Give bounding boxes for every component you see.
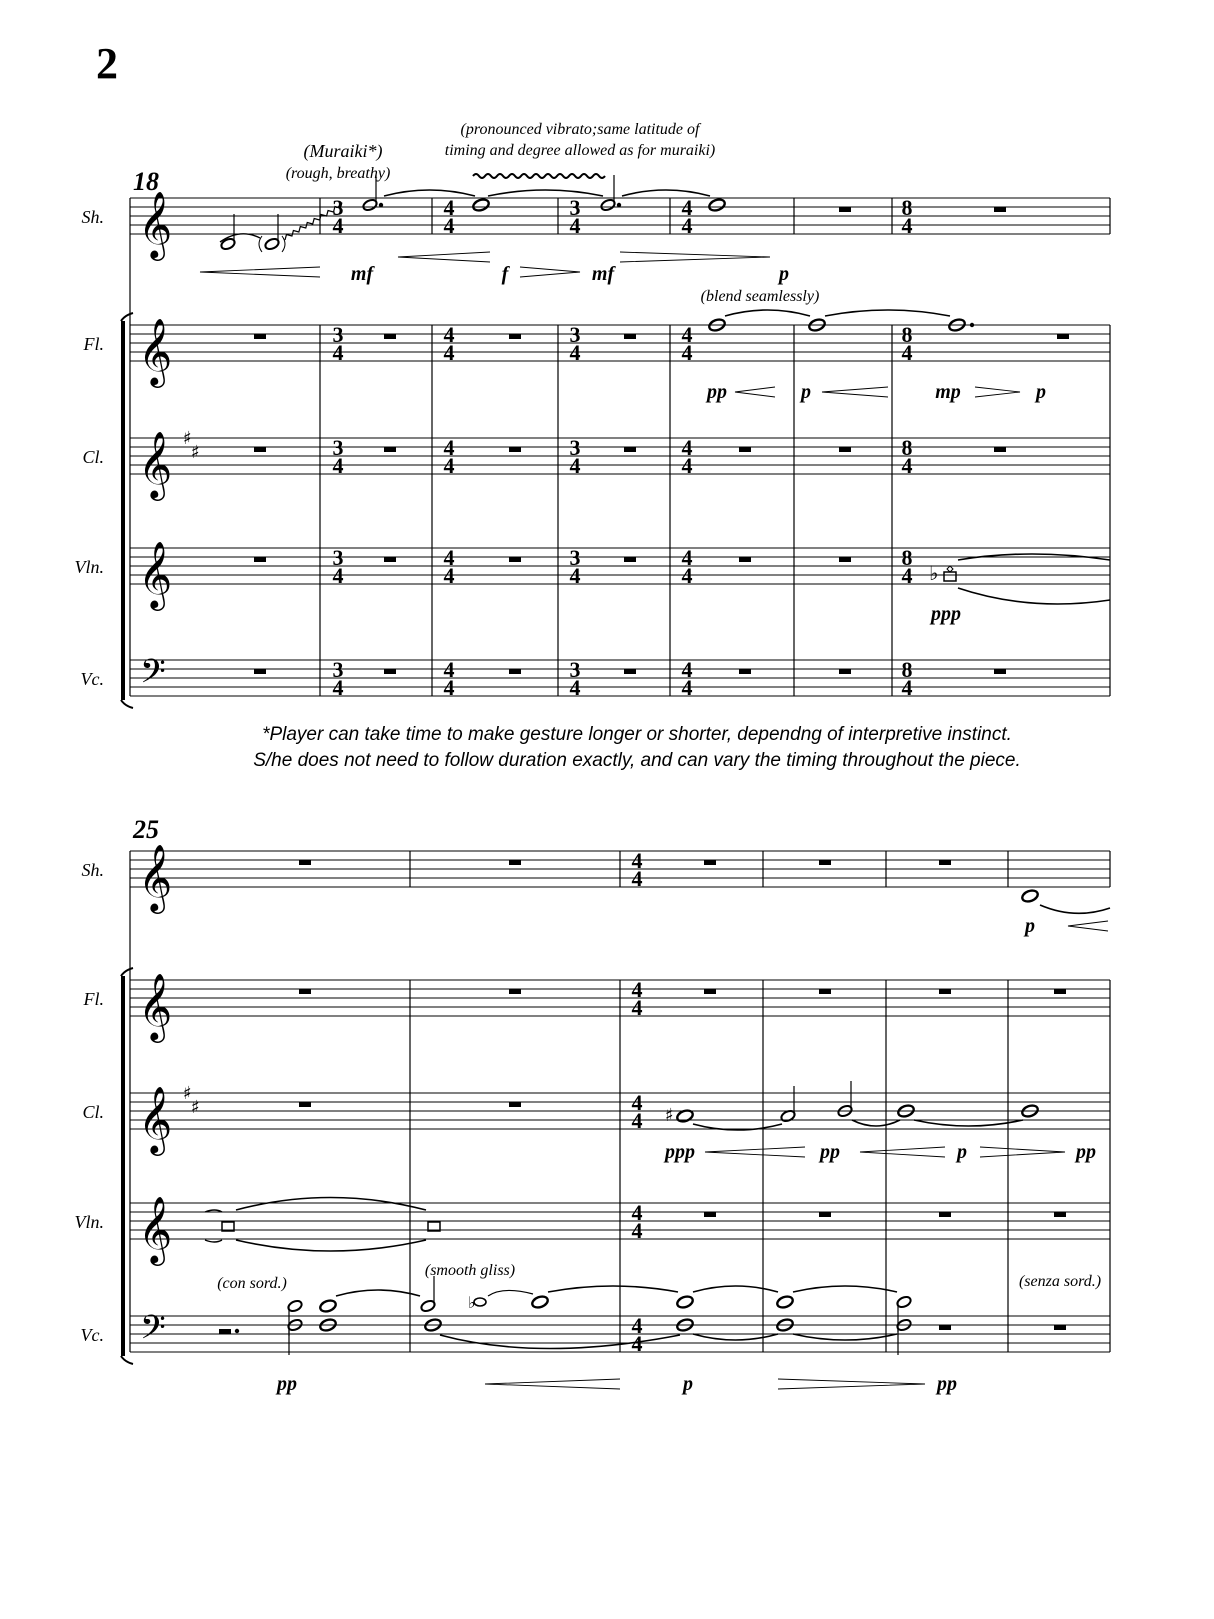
whole-rest	[819, 860, 831, 865]
decrescendo-hairpin	[980, 1147, 1065, 1157]
time-signature-denominator: 4	[443, 675, 455, 700]
time-signature-denominator: 4	[631, 1331, 643, 1356]
whole-rest	[939, 989, 951, 994]
treble-clef: 𝄞	[138, 843, 173, 911]
time-signature-numerator: 3	[332, 435, 344, 460]
measure-number: 18	[133, 167, 159, 196]
bracket-hook-bottom	[121, 700, 133, 708]
time-signature-denominator: 4	[681, 340, 693, 365]
treble-clef: 𝄞	[138, 1085, 173, 1153]
time-signature-numerator: 3	[569, 545, 581, 570]
time-signature-denominator: 4	[681, 563, 693, 588]
annotation-rough-breathy: (rough, breathy)	[285, 165, 391, 182]
dynamic-ppp: ppp	[931, 603, 961, 625]
time-signature-denominator: 4	[569, 563, 581, 588]
whole-note	[531, 1295, 549, 1310]
time-signature-denominator: 4	[631, 995, 643, 1020]
instrument-label-vc: Vc.	[80, 1325, 104, 1345]
system-2	[75, 815, 1111, 1395]
time-signature-numerator: 8	[901, 322, 913, 347]
tie-slur	[488, 190, 603, 196]
whole-rest	[994, 447, 1006, 452]
time-signature-numerator: 4	[631, 977, 643, 1002]
time-signature-numerator: 4	[443, 322, 455, 347]
harmonic-note	[944, 572, 956, 581]
page-number: 2	[96, 39, 118, 88]
augmentation-dot	[617, 203, 621, 207]
treble-clef: 𝄞	[138, 1195, 173, 1263]
time-signature-numerator: 4	[681, 657, 693, 682]
time-signature-denominator: 4	[332, 213, 344, 238]
tie-slur	[693, 1286, 778, 1292]
time-signature-numerator: 4	[681, 545, 693, 570]
annotation-vibrato-line1: (pronounced vibrato;same latitude of	[460, 121, 700, 138]
time-signature-numerator: 4	[681, 195, 693, 220]
whole-rest	[839, 557, 851, 562]
whole-rest	[624, 447, 636, 452]
whole-rest	[509, 334, 521, 339]
time-signature-denominator: 4	[901, 213, 913, 238]
whole-rest	[299, 1102, 311, 1107]
time-signature-numerator: 3	[569, 322, 581, 347]
dynamic-f: f	[501, 263, 509, 285]
vibrato-squiggle	[473, 174, 605, 178]
tie-slur	[336, 1290, 420, 1296]
treble-clef: 𝄞	[138, 317, 173, 385]
tie-slur	[914, 1120, 1023, 1126]
whole-rest	[509, 989, 521, 994]
whole-rest	[1054, 1212, 1066, 1217]
time-signature-numerator: 8	[901, 195, 913, 220]
instrument-label-cl: Cl.	[82, 1102, 104, 1122]
tie-slur	[205, 1240, 222, 1242]
time-signature-denominator: 4	[631, 1218, 643, 1243]
whole-note	[472, 198, 490, 213]
time-signature-numerator: 8	[901, 545, 913, 570]
whole-rest	[819, 1212, 831, 1217]
decrescendo-hairpin	[975, 387, 1020, 397]
crescendo-hairpin	[200, 267, 320, 277]
whole-rest	[254, 557, 266, 562]
instrument-label-sh: Sh.	[81, 207, 104, 227]
whole-rest	[939, 1212, 951, 1217]
system-1	[75, 121, 1111, 708]
time-signature-denominator: 4	[443, 563, 455, 588]
whole-note	[1021, 889, 1039, 904]
time-signature-denominator: 4	[901, 453, 913, 478]
tie-slur	[852, 1120, 900, 1126]
annotation-muraiki: (Muraiki*)	[303, 141, 383, 161]
dynamic-pp: pp	[937, 1373, 957, 1395]
instrument-label-cl: Cl.	[82, 447, 104, 467]
whole-rest	[939, 1325, 951, 1330]
time-signature-numerator: 4	[443, 657, 455, 682]
crescendo-hairpin	[860, 1147, 945, 1157]
whole-rest	[994, 207, 1006, 212]
crescendo-hairpin	[735, 387, 775, 397]
bracket-hook-top	[121, 313, 133, 321]
whole-rest	[624, 557, 636, 562]
whole-rest	[739, 447, 751, 452]
staff-fl	[130, 325, 1110, 361]
treble-clef: 𝄞	[138, 430, 173, 498]
tie-slur	[236, 1240, 426, 1251]
bracket-hook-top	[121, 968, 133, 976]
whole-rest	[704, 989, 716, 994]
time-signature-numerator: 3	[332, 195, 344, 220]
tie-slur	[1040, 905, 1110, 913]
time-signature-numerator: 4	[631, 1313, 643, 1338]
whole-rest	[384, 557, 396, 562]
whole-rest	[254, 447, 266, 452]
time-signature-denominator: 4	[332, 340, 344, 365]
decrescendo-hairpin	[778, 1379, 925, 1389]
whole-rest	[704, 1212, 716, 1217]
sharp-sign: ♯	[191, 442, 200, 463]
dynamic-pp: pp	[277, 1373, 297, 1395]
half-rest	[219, 1329, 231, 1334]
time-signature-denominator: 4	[569, 453, 581, 478]
whole-rest	[384, 669, 396, 674]
dynamic-pp: pp	[1076, 1141, 1096, 1163]
crescendo-hairpin	[1068, 921, 1108, 931]
annotation-vibrato-line2: timing and degree allowed as for muraiki)	[444, 142, 716, 159]
dynamic-pp: pp	[820, 1141, 840, 1163]
time-signature-numerator: 4	[443, 435, 455, 460]
footnote-line-1: *Player can take time to make gesture longer or shorter, dependng of interpretive instinct.	[262, 724, 1012, 745]
whole-rest	[839, 669, 851, 674]
flat-sign: ♭	[468, 1293, 476, 1312]
time-signature-denominator: 4	[443, 340, 455, 365]
time-signature-denominator: 4	[901, 340, 913, 365]
dynamic-p: p	[1025, 915, 1035, 937]
whole-rest	[299, 860, 311, 865]
instrument-label-fl: Fl.	[83, 989, 104, 1009]
time-signature-denominator: 4	[901, 563, 913, 588]
whole-rest	[509, 860, 521, 865]
staff-vc	[130, 660, 1110, 696]
time-signature-denominator: 4	[569, 340, 581, 365]
parenthesis	[282, 236, 285, 252]
time-signature-denominator: 4	[332, 563, 344, 588]
whole-rest	[624, 669, 636, 674]
instrument-label-vln: Vln.	[74, 1212, 104, 1232]
time-signature-denominator: 4	[443, 213, 455, 238]
instrument-label-sh: Sh.	[81, 860, 104, 880]
time-signature-numerator: 3	[569, 435, 581, 460]
whole-rest	[739, 669, 751, 674]
whole-rest	[509, 447, 521, 452]
treble-clef: 𝄞	[138, 190, 173, 258]
sharp-sign: ♯	[183, 1083, 192, 1104]
time-signature-numerator: 8	[901, 657, 913, 682]
whole-rest	[1054, 1325, 1066, 1330]
time-signature-denominator: 4	[443, 453, 455, 478]
crescendo-hairpin	[822, 387, 888, 397]
staff-cl	[130, 438, 1110, 474]
whole-rest	[1054, 989, 1066, 994]
dynamic-p: p	[779, 263, 789, 285]
whole-rest	[254, 669, 266, 674]
time-signature-denominator: 4	[569, 213, 581, 238]
whole-rest	[994, 669, 1006, 674]
time-signature-numerator: 3	[332, 657, 344, 682]
annotation-blend-seamlessly: (blend seamlessly)	[700, 288, 820, 305]
treble-clef: 𝄞	[138, 972, 173, 1040]
tie-slur	[693, 1334, 778, 1340]
whole-rest	[839, 207, 851, 212]
time-signature-numerator: 4	[631, 1200, 643, 1225]
tie-slur	[825, 310, 950, 316]
tie-slur	[793, 1334, 897, 1340]
whole-rest	[509, 1102, 521, 1107]
sharp-sign: ♯	[191, 1097, 200, 1118]
time-signature-denominator: 4	[681, 453, 693, 478]
instrument-label-vln: Vln.	[74, 557, 104, 577]
time-signature-denominator: 4	[631, 1108, 643, 1133]
decrescendo-hairpin	[620, 252, 770, 262]
time-signature-numerator: 3	[332, 322, 344, 347]
whole-note	[776, 1295, 794, 1310]
instrument-label-fl: Fl.	[83, 334, 104, 354]
annotation-smooth-gliss: (smooth gliss)	[424, 1262, 516, 1279]
dynamic-p: p	[957, 1141, 967, 1163]
time-signature-numerator: 3	[569, 657, 581, 682]
time-signature-numerator: 4	[681, 435, 693, 460]
dynamic-mf: mf	[350, 263, 374, 285]
dynamic-p: p	[1036, 381, 1046, 403]
time-signature-denominator: 4	[681, 675, 693, 700]
time-signature-numerator: 3	[569, 195, 581, 220]
harmonic-diamond	[947, 566, 953, 572]
tie-slur	[548, 1286, 678, 1292]
time-signature-numerator: 4	[631, 1090, 643, 1115]
augmentation-dot	[970, 323, 974, 327]
treble-clef: 𝄞	[138, 540, 173, 608]
footnote-line-2: S/he does not need to follow duration exactly, and can vary the timing throughout the piece.	[253, 750, 1021, 771]
whole-note	[708, 198, 726, 213]
annotation-senza-sord: (senza sord.)	[1018, 1273, 1102, 1290]
instrument-label-vc: Vc.	[80, 669, 104, 689]
time-signature-denominator: 4	[631, 866, 643, 891]
time-signature-denominator: 4	[901, 675, 913, 700]
flat-sign: ♭	[929, 561, 939, 585]
tie-slur	[440, 1335, 680, 1349]
whole-rest	[939, 860, 951, 865]
dynamic-mf: mf	[591, 263, 615, 285]
whole-rest	[739, 557, 751, 562]
bass-clef: 𝄢	[140, 1309, 166, 1355]
whole-rest	[704, 860, 716, 865]
time-signature-denominator: 4	[332, 453, 344, 478]
tie-slur	[793, 1286, 897, 1292]
dynamic-mp: mp	[935, 381, 961, 403]
bass-clef: 𝄢	[140, 653, 166, 699]
whole-rest	[624, 334, 636, 339]
crescendo-hairpin	[398, 252, 490, 262]
whole-rest	[254, 334, 266, 339]
augmentation-dot	[235, 1329, 239, 1333]
tie-slur	[725, 310, 810, 316]
glissando-slur	[488, 1290, 533, 1296]
time-signature-denominator: 4	[681, 213, 693, 238]
sharp-sign: ♯	[183, 428, 192, 449]
annotation-con-sord: (con sord.)	[217, 1275, 287, 1292]
time-signature-denominator: 4	[332, 675, 344, 700]
measure-number: 25	[133, 815, 159, 844]
time-signature-numerator: 8	[901, 435, 913, 460]
whole-rest	[839, 447, 851, 452]
tie-slur	[622, 190, 710, 196]
whole-rest	[819, 989, 831, 994]
whole-rest	[509, 557, 521, 562]
sharp-sign: ♯	[665, 1105, 674, 1126]
whole-rest	[299, 989, 311, 994]
whole-rest	[509, 669, 521, 674]
time-signature-numerator: 3	[332, 545, 344, 570]
whole-note	[676, 1295, 694, 1310]
dynamic-p: p	[801, 381, 811, 403]
crescendo-hairpin	[705, 1147, 805, 1157]
whole-rest	[1057, 334, 1069, 339]
dynamic-p: p	[683, 1373, 693, 1395]
bracket-hook-bottom	[121, 1356, 133, 1364]
grace-note	[474, 1298, 486, 1306]
tie-slur	[958, 588, 1110, 604]
time-signature-numerator: 4	[443, 195, 455, 220]
footnote	[0, 722, 1214, 774]
whole-rest	[384, 447, 396, 452]
augmentation-dot	[379, 203, 383, 207]
decrescendo-hairpin	[520, 267, 580, 277]
staff-vln	[130, 548, 1110, 584]
dynamic-pp: pp	[707, 381, 727, 403]
dynamic-ppp: ppp	[665, 1141, 695, 1163]
tie-slur	[236, 1198, 426, 1211]
time-signature-numerator: 4	[443, 545, 455, 570]
crescendo-hairpin	[485, 1379, 620, 1389]
time-signature-numerator: 4	[681, 322, 693, 347]
time-signature-denominator: 4	[569, 675, 581, 700]
whole-note	[319, 1299, 337, 1314]
time-signature-numerator: 4	[631, 848, 643, 873]
tie-slur	[384, 190, 475, 196]
whole-rest	[384, 334, 396, 339]
